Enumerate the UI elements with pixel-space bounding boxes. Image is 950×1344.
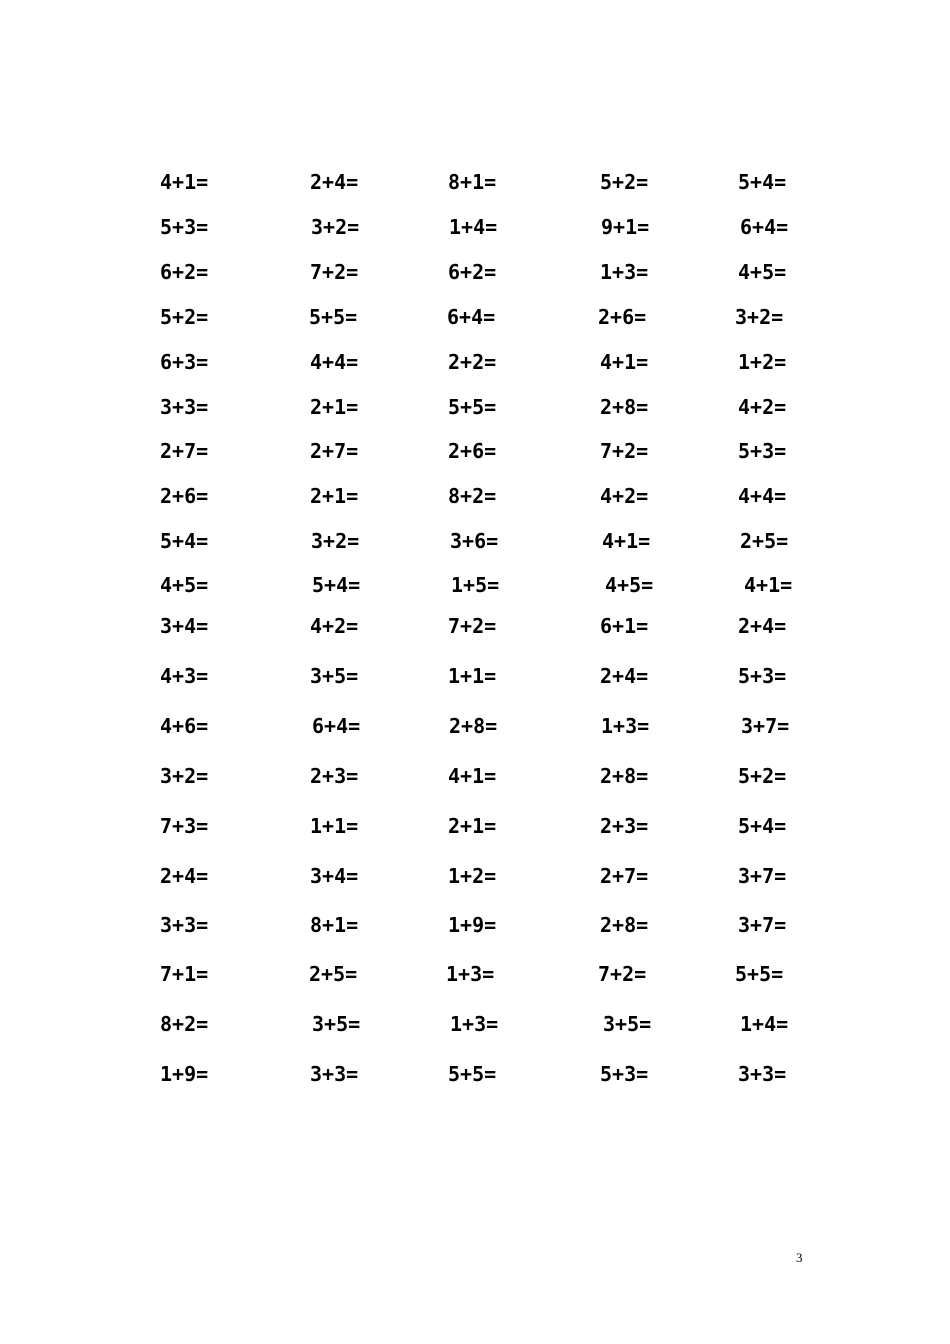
addition-problem: 5+3= <box>738 664 787 688</box>
addition-problem: 2+1= <box>310 395 359 419</box>
addition-problem: 1+5= <box>451 573 500 597</box>
addition-problem: 2+5= <box>309 962 358 986</box>
addition-problem: 4+5= <box>738 260 787 284</box>
addition-problem: 4+1= <box>744 573 793 597</box>
addition-problem: 6+4= <box>447 305 496 329</box>
addition-problem: 5+4= <box>738 814 787 838</box>
addition-problem: 3+3= <box>310 1062 359 1086</box>
addition-problem: 3+2= <box>311 529 360 553</box>
addition-problem: 1+2= <box>738 350 787 374</box>
addition-problem: 4+1= <box>448 764 497 788</box>
addition-problem: 8+2= <box>448 484 497 508</box>
addition-problem: 2+8= <box>600 764 649 788</box>
addition-problem: 6+1= <box>600 614 649 638</box>
addition-problem: 3+7= <box>738 913 787 937</box>
addition-problem: 7+2= <box>598 962 647 986</box>
addition-problem: 8+2= <box>160 1012 209 1036</box>
addition-problem: 4+6= <box>160 714 209 738</box>
addition-problem: 3+3= <box>738 1062 787 1086</box>
addition-problem: 2+6= <box>160 484 209 508</box>
addition-problem: 1+1= <box>448 664 497 688</box>
addition-problem: 3+2= <box>160 764 209 788</box>
addition-problem: 2+6= <box>598 305 647 329</box>
addition-problem: 7+2= <box>310 260 359 284</box>
addition-problem: 1+4= <box>740 1012 789 1036</box>
addition-problem: 4+1= <box>160 170 209 194</box>
addition-problem: 6+2= <box>448 260 497 284</box>
addition-problem: 8+1= <box>448 170 497 194</box>
addition-problem: 4+2= <box>738 395 787 419</box>
addition-problem: 2+7= <box>600 864 649 888</box>
addition-problem: 2+6= <box>448 439 497 463</box>
addition-problem: 6+4= <box>740 215 789 239</box>
addition-problem: 5+5= <box>309 305 358 329</box>
addition-problem: 3+5= <box>310 664 359 688</box>
addition-problem: 5+5= <box>448 1062 497 1086</box>
addition-problem: 3+6= <box>450 529 499 553</box>
addition-problem: 2+5= <box>740 529 789 553</box>
addition-problem: 2+4= <box>600 664 649 688</box>
addition-problem: 3+4= <box>310 864 359 888</box>
addition-problem: 5+3= <box>600 1062 649 1086</box>
addition-problem: 5+4= <box>160 529 209 553</box>
addition-problem: 1+9= <box>448 913 497 937</box>
addition-problem: 4+1= <box>602 529 651 553</box>
addition-problem: 4+4= <box>738 484 787 508</box>
addition-problem: 5+2= <box>160 305 209 329</box>
addition-problem: 1+3= <box>600 260 649 284</box>
addition-problem: 1+3= <box>601 714 650 738</box>
addition-problem: 5+5= <box>735 962 784 986</box>
addition-problem: 2+8= <box>449 714 498 738</box>
addition-problem: 5+4= <box>312 573 361 597</box>
addition-problem: 3+3= <box>160 913 209 937</box>
addition-problem: 7+2= <box>600 439 649 463</box>
addition-problem: 2+7= <box>310 439 359 463</box>
addition-problem: 3+5= <box>603 1012 652 1036</box>
addition-problem: 5+2= <box>600 170 649 194</box>
addition-problem: 4+4= <box>310 350 359 374</box>
addition-problem: 2+8= <box>600 395 649 419</box>
addition-problem: 2+2= <box>448 350 497 374</box>
addition-problem: 3+7= <box>738 864 787 888</box>
addition-problem: 4+5= <box>160 573 209 597</box>
addition-problem: 2+1= <box>448 814 497 838</box>
addition-problem: 4+1= <box>600 350 649 374</box>
addition-problem: 5+4= <box>738 170 787 194</box>
addition-problem: 5+3= <box>738 439 787 463</box>
addition-problem: 2+4= <box>310 170 359 194</box>
addition-problem: 4+2= <box>600 484 649 508</box>
addition-problem: 2+3= <box>600 814 649 838</box>
addition-problem: 3+5= <box>312 1012 361 1036</box>
addition-problem: 7+1= <box>160 962 209 986</box>
addition-problem: 4+2= <box>310 614 359 638</box>
addition-problem: 3+4= <box>160 614 209 638</box>
addition-problem: 7+3= <box>160 814 209 838</box>
addition-problem: 3+7= <box>741 714 790 738</box>
addition-problem: 6+4= <box>312 714 361 738</box>
addition-problem: 2+4= <box>160 864 209 888</box>
page-number: 3 <box>796 1250 803 1265</box>
addition-problem: 6+2= <box>160 260 209 284</box>
addition-problem: 1+3= <box>446 962 495 986</box>
addition-problem: 1+4= <box>449 215 498 239</box>
addition-problem: 8+1= <box>310 913 359 937</box>
addition-problem: 1+3= <box>450 1012 499 1036</box>
addition-problem: 1+2= <box>448 864 497 888</box>
addition-problem: 2+8= <box>600 913 649 937</box>
addition-problem: 3+2= <box>311 215 360 239</box>
addition-problem: 1+9= <box>160 1062 209 1086</box>
addition-problem: 2+7= <box>160 439 209 463</box>
addition-problem: 4+5= <box>605 573 654 597</box>
addition-problem: 1+1= <box>310 814 359 838</box>
addition-problem: 2+1= <box>310 484 359 508</box>
addition-problem: 5+3= <box>160 215 209 239</box>
addition-problem: 3+3= <box>160 395 209 419</box>
addition-problem: 2+4= <box>738 614 787 638</box>
addition-problem: 5+5= <box>448 395 497 419</box>
addition-problem: 5+2= <box>738 764 787 788</box>
addition-problem: 2+3= <box>310 764 359 788</box>
addition-problem: 3+2= <box>735 305 784 329</box>
addition-problem: 6+3= <box>160 350 209 374</box>
addition-problem: 7+2= <box>448 614 497 638</box>
addition-problem: 4+3= <box>160 664 209 688</box>
addition-problem: 9+1= <box>601 215 650 239</box>
